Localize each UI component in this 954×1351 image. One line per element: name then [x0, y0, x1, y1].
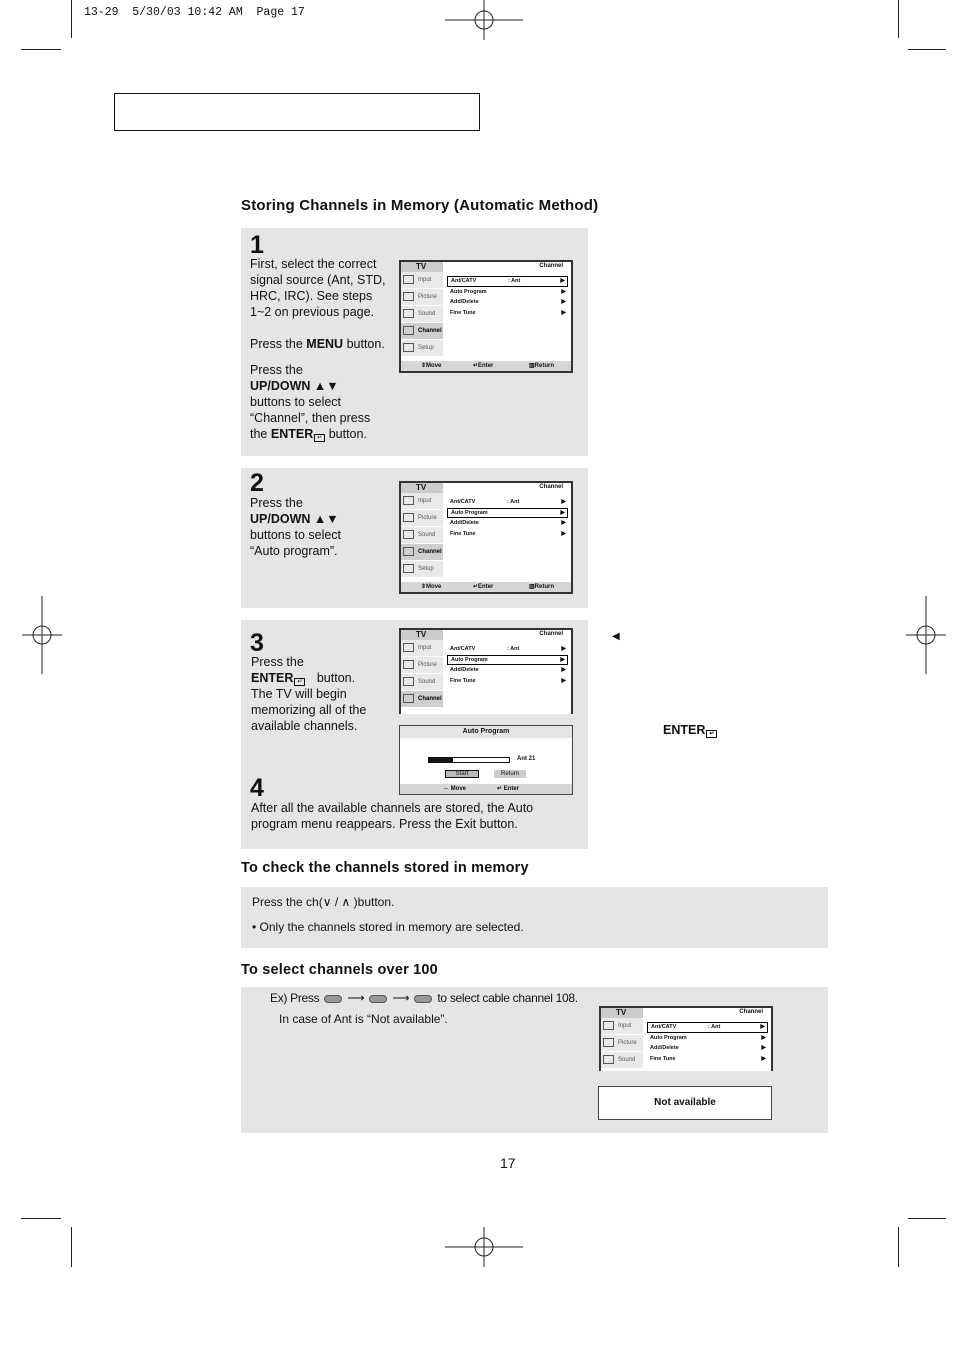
row-label: Add/Delete	[650, 1045, 679, 1051]
over100-heading: To select channels over 100	[241, 962, 438, 978]
return-hint: ▥ Return	[529, 584, 555, 590]
registration-mark-top	[445, 0, 523, 40]
move-hint: ⇕ Move	[421, 584, 442, 590]
sidebar-label: Sound	[418, 679, 436, 685]
return-label: Return	[534, 363, 555, 369]
return-button[interactable]: Return	[494, 770, 526, 778]
sidebar-item-input	[401, 640, 443, 657]
arrow-right-icon: ▶	[761, 1045, 766, 1051]
text: Press the	[250, 337, 307, 351]
row-label: Ant/CATV	[651, 1024, 677, 1030]
menu-row-fine-tune	[447, 529, 568, 540]
menu-row-fine-tune	[447, 308, 568, 319]
enter-icon: ↵	[294, 678, 305, 686]
enter-label: Enter	[478, 584, 494, 590]
move-label: Move	[426, 363, 442, 369]
tv-menu-screen	[399, 481, 573, 594]
text: to select cable channel 108.	[437, 991, 578, 1005]
row-value: : Ant	[507, 646, 520, 652]
row-label: Auto Program	[650, 1034, 687, 1041]
crop-mark	[908, 1218, 946, 1219]
arrow-right-icon: ▶	[761, 1034, 766, 1041]
move-label: Move	[426, 584, 442, 590]
row-label: Fine Tune	[450, 530, 476, 537]
picture-icon	[403, 660, 414, 669]
row-label: Add/Delete	[450, 299, 479, 305]
sidebar-label: Input	[618, 1023, 632, 1029]
speaker-icon	[403, 677, 414, 686]
picture-icon	[603, 1038, 614, 1047]
input-icon	[403, 275, 414, 284]
side-note-enter	[663, 723, 717, 738]
ant-note: In case of Ant is “Not available”.	[279, 1012, 448, 1026]
menu-sidebar	[401, 493, 443, 578]
screen-title: Channel	[539, 263, 563, 269]
row-label: Ant/CATV	[451, 278, 477, 284]
arrow-right-icon: ▶	[761, 1055, 766, 1062]
setup-icon	[403, 343, 414, 352]
sidebar-item-picture	[601, 1035, 643, 1052]
menu-row-auto-program	[647, 1033, 768, 1044]
text-line: “Auto program”.	[250, 544, 338, 558]
menu-sidebar	[401, 272, 443, 357]
sidebar-label: Setup	[418, 345, 434, 351]
row-label: Auto Program	[450, 288, 487, 295]
text-line: 1~2 on previous page.	[250, 305, 375, 319]
sidebar-label: Input	[418, 498, 432, 504]
text-line: First, select the correct	[250, 257, 377, 271]
row-value: : Ant	[507, 499, 520, 505]
enter-hint: ↵ Enter	[473, 584, 494, 590]
tv-menu-screen	[599, 1006, 773, 1071]
menu-row-add-delete	[447, 518, 568, 529]
row-label: Ant/CATV	[450, 499, 476, 505]
sidebar-item-picture	[401, 657, 443, 674]
tv-label: TV	[401, 483, 443, 493]
sidebar-item-sound	[601, 1052, 643, 1069]
arrow-right-icon: ▶	[561, 667, 566, 673]
menu-items	[447, 276, 568, 318]
speaker-icon	[403, 309, 414, 318]
row-label: Fine Tune	[450, 309, 476, 316]
row-label: Fine Tune	[650, 1055, 676, 1062]
move-hint: ⇔ Move	[443, 786, 467, 792]
sidebar-item-channel	[401, 691, 443, 708]
sidebar-label: Channel	[418, 696, 442, 702]
sidebar-label: Sound	[418, 311, 436, 317]
menu-row-ant-catv	[647, 1022, 768, 1033]
remote-0-button-icon	[369, 995, 387, 1003]
arrow-right-icon: ▶	[561, 288, 566, 295]
text-line: Press the	[250, 363, 303, 377]
progress-bar	[428, 757, 510, 763]
crop-mark	[71, 1227, 72, 1267]
example-line: Ex) Press ⟶ ⟶ to select cable channel 108.	[270, 991, 578, 1005]
enter-icon: ↵	[706, 730, 717, 738]
step-number: 2	[250, 469, 264, 497]
arrow-right-icon: ▶	[561, 309, 566, 316]
input-icon	[403, 643, 414, 652]
sidebar-label: Picture	[418, 294, 437, 300]
text-line: program menu reappears. Press the Exit button.	[251, 817, 518, 831]
sidebar-label: Input	[418, 645, 432, 651]
text: button.	[313, 671, 356, 685]
remote-8-button-icon	[414, 995, 432, 1003]
check-instruction	[252, 895, 394, 909]
menu-row-fine-tune	[647, 1054, 768, 1065]
enter-icon: ↵	[314, 434, 325, 442]
step-4-text	[251, 800, 533, 832]
menu-items	[447, 497, 568, 539]
screen-title: Channel	[539, 631, 563, 637]
sidebar-label: Sound	[618, 1057, 636, 1063]
enter-key-label: ENTER	[251, 671, 294, 685]
start-button[interactable]: Start	[445, 770, 479, 778]
text: /	[331, 895, 342, 909]
crop-mark	[71, 0, 72, 38]
menu-key-label: MENU	[306, 337, 344, 351]
enter-label: Enter	[503, 786, 520, 792]
tv-label: TV	[401, 630, 443, 640]
sidebar-item-picture	[401, 510, 443, 527]
enter-label: Enter	[478, 363, 494, 369]
text-line: buttons to select	[250, 528, 342, 542]
updown-key-label: UP/DOWN	[250, 379, 311, 393]
text-line: buttons to select	[250, 395, 342, 409]
screen-title: Channel	[739, 1009, 763, 1015]
registration-mark-left	[22, 596, 62, 674]
menu-row-auto-program	[447, 287, 568, 298]
menu-row-ant-catv	[447, 276, 568, 287]
current-channel: Ant 21	[517, 756, 536, 762]
auto-program-dialog	[399, 725, 573, 795]
menu-row-ant-catv	[447, 497, 568, 508]
arrow-right-icon: ▶	[561, 530, 566, 537]
up-down-arrows-icon: ▲▼	[313, 379, 339, 393]
sidebar-item-picture	[401, 289, 443, 306]
arrow-right-icon: ▶	[560, 509, 565, 516]
speaker-icon	[403, 530, 414, 539]
antenna-icon	[403, 547, 414, 556]
menu-row-add-delete	[447, 297, 568, 308]
move-hint: ⇕ Move	[421, 363, 442, 369]
sidebar-label: Setup	[418, 566, 434, 572]
step-3-text	[251, 654, 366, 734]
text: Press the ch(	[252, 895, 323, 909]
sidebar-label: Input	[418, 277, 432, 283]
sidebar-item-input	[601, 1018, 643, 1035]
text: button.	[325, 427, 367, 441]
sidebar-label: Picture	[618, 1040, 637, 1046]
sidebar-item-input	[401, 272, 443, 289]
antenna-icon	[403, 694, 414, 703]
sidebar-item-setup	[401, 340, 443, 357]
text-line: HRC, IRC). See steps	[250, 289, 373, 303]
chevron-down-icon: ∨	[322, 895, 332, 909]
menu-row-auto-program	[447, 655, 568, 666]
picture-icon	[403, 292, 414, 301]
text-line: signal source (Ant, STD,	[250, 273, 386, 287]
updown-key-label: UP/DOWN	[250, 512, 311, 526]
sidebar-item-sound	[401, 527, 443, 544]
row-label: Ant/CATV	[450, 646, 476, 652]
step-1-text	[250, 256, 385, 442]
enter-key-label: ENTER	[270, 427, 314, 441]
crop-mark	[21, 1218, 61, 1219]
return-label: Return	[534, 584, 555, 590]
tv-menu-screen	[399, 260, 573, 373]
text-line: Press the	[250, 496, 303, 510]
text-line: After all the available channels are stored, the Auto	[251, 801, 534, 815]
tv-menu-screen	[399, 628, 573, 714]
registration-mark-bottom	[445, 1227, 523, 1267]
menu-row-fine-tune	[447, 676, 568, 687]
crop-mark	[908, 49, 946, 50]
crop-mark	[21, 49, 61, 50]
row-label: Add/Delete	[450, 667, 479, 673]
menu-sidebar	[401, 640, 443, 708]
sidebar-item-input	[401, 493, 443, 510]
input-icon	[403, 496, 414, 505]
text-line: available channels.	[251, 719, 358, 733]
step-number: 4	[250, 774, 264, 802]
sidebar-label: Sound	[418, 532, 436, 538]
sidebar-label: Picture	[418, 662, 437, 668]
sidebar-label: Channel	[418, 328, 442, 334]
return-hint: ▥ Return	[529, 363, 555, 369]
arrow-right-icon: ▶	[561, 677, 566, 684]
enter-key-label: ENTER	[663, 723, 706, 737]
arrow-right-icon: ▶	[561, 499, 566, 505]
text: the	[250, 427, 271, 441]
input-icon	[603, 1021, 614, 1030]
menu-row-add-delete	[447, 665, 568, 676]
screen-bottom-bar	[401, 361, 571, 371]
sidebar-item-sound	[401, 306, 443, 323]
menu-row-ant-catv	[447, 644, 568, 655]
sidebar-label: Channel	[418, 549, 442, 555]
crop-mark	[898, 1227, 899, 1267]
check-bullet	[252, 920, 524, 934]
row-label: Add/Delete	[450, 520, 479, 526]
dialog-bottom-bar	[400, 784, 572, 794]
crop-mark	[898, 0, 899, 38]
tv-label: TV	[601, 1008, 643, 1018]
sidebar-item-setup	[401, 561, 443, 578]
page-number: 17	[500, 1155, 516, 1171]
antenna-icon	[403, 326, 414, 335]
menu-row-add-delete	[647, 1043, 768, 1054]
picture-icon	[403, 513, 414, 522]
arrow-right-icon: ▶	[561, 520, 566, 526]
text: button.	[343, 337, 385, 351]
row-label: Fine Tune	[450, 677, 476, 684]
menu-row-auto-program	[447, 508, 568, 519]
arrow-right-icon: ▶	[560, 656, 565, 663]
setup-icon	[403, 564, 414, 573]
enter-hint: ↵ Enter	[473, 363, 494, 369]
not-available-message: Not available	[598, 1086, 772, 1120]
move-label: Move	[450, 786, 467, 792]
print-header: 13-29 5/30/03 10:42 AM Page 17	[84, 6, 305, 19]
arrow-right-icon: ▶	[760, 1024, 765, 1030]
menu-items	[447, 644, 568, 686]
text-line: The TV will begin	[251, 687, 347, 701]
up-down-arrows-icon: ▲▼	[313, 512, 339, 526]
step-2-text	[250, 495, 341, 559]
text-line: “Channel”, then press	[250, 411, 371, 425]
registration-mark-right	[906, 596, 946, 674]
chapter-title-box	[114, 93, 480, 131]
menu-sidebar	[601, 1018, 643, 1069]
enter-hint: ↵ Enter	[497, 786, 520, 792]
dialog-title: Auto Program	[400, 726, 572, 738]
remote-100-button-icon	[324, 995, 342, 1003]
section-title: Storing Channels in Memory (Automatic Method)	[241, 197, 599, 214]
text: Ex) Press	[270, 991, 320, 1005]
step-number: 1	[250, 231, 264, 259]
arrow-right-icon: ▶	[561, 299, 566, 305]
step-number: 3	[250, 629, 264, 657]
sidebar-label: Picture	[418, 515, 437, 521]
text: )button.	[350, 895, 395, 909]
speaker-icon	[603, 1055, 614, 1064]
screen-title: Channel	[539, 484, 563, 490]
sidebar-item-channel	[401, 544, 443, 561]
menu-items	[647, 1022, 768, 1064]
text-line: Press the	[251, 655, 304, 669]
row-value: : Ant	[708, 1024, 721, 1030]
text-line: memorizing all of the	[251, 703, 367, 717]
row-label: Auto Program	[451, 656, 488, 663]
progress-fill	[429, 758, 453, 762]
row-label: Auto Program	[451, 509, 488, 516]
bullet-icon: •	[252, 920, 257, 934]
screen-bottom-bar	[401, 582, 571, 592]
arrow-right-icon: ▶	[561, 646, 566, 652]
text: Only the channels stored in memory are selected.	[259, 920, 524, 934]
row-value: : Ant	[508, 278, 521, 284]
tv-label: TV	[401, 262, 443, 272]
sidebar-item-channel	[401, 323, 443, 340]
chevron-up-icon: ∧	[341, 895, 351, 909]
sidebar-item-sound	[401, 674, 443, 691]
arrow-right-icon: ▶	[560, 278, 565, 284]
arrow-left-icon: ◀	[612, 631, 620, 642]
check-heading: To check the channels stored in memory	[241, 860, 529, 876]
